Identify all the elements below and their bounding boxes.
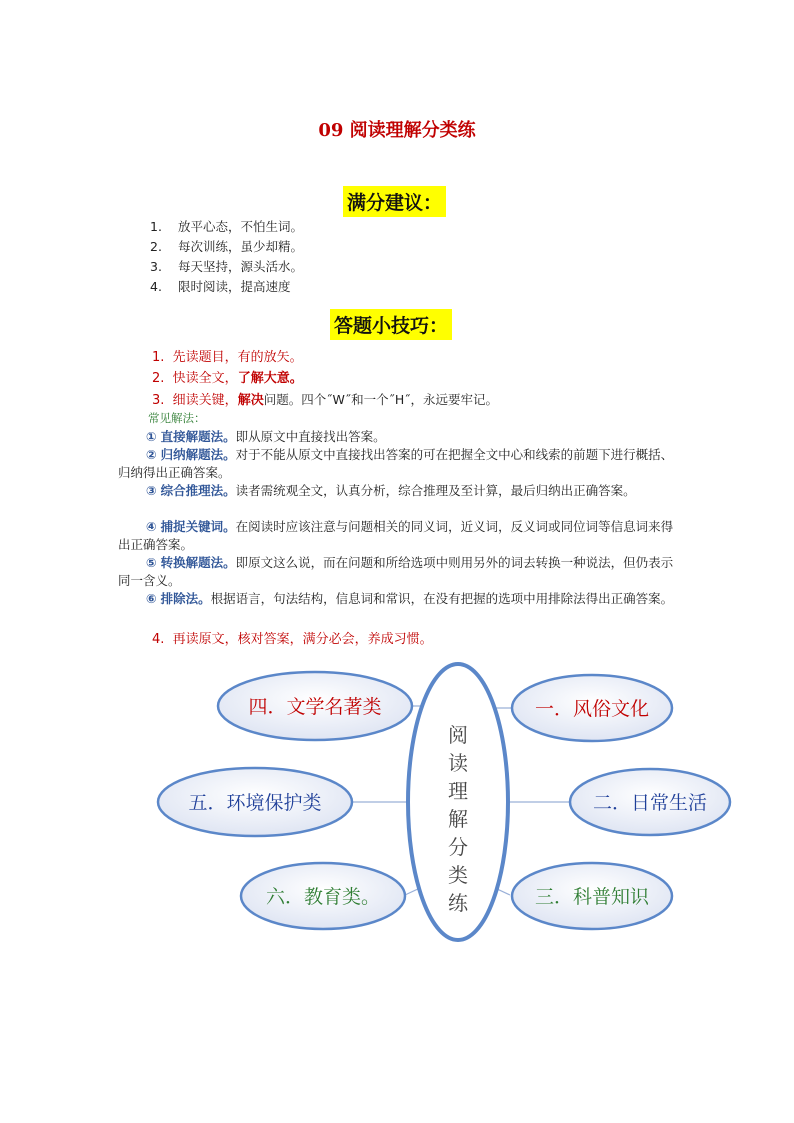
heading-tips: 答题小技巧： <box>330 309 452 340</box>
center-char: 阅 <box>448 723 468 747</box>
advice-item: 1. 放平心态，不怕生词。 <box>150 219 304 234</box>
common-methods-label: 常见解法： <box>148 411 206 425</box>
method-5: ⑤ 转换解题法。即原文这么说，而在问题和所给选项中则用另外的词去转换一种说法，但仍表示同一含义。 <box>118 555 674 588</box>
node-4-label: 四．文学名著类 <box>248 696 382 718</box>
node-6-label: 六．教育类。 <box>265 886 381 908</box>
method-3: ③ 综合推理法。读者需统观全文，认真分析，综合推理及至计算，最后归纳出正确答案。 <box>146 483 636 498</box>
strategy-3: 3. 细读关键，解决问题。四个˝W˝和一个˝H˝，永远要牢记。 <box>152 392 498 408</box>
node-3-label: 三．科普知识 <box>534 886 650 908</box>
node-1-label: 一．风俗文化 <box>534 698 650 720</box>
method-2: ② 归纳解题法。对于不能从原文中直接找出答案的可在把握全文中心和线索的前题下进行概括、归纳得出正确答案。 <box>118 447 674 480</box>
method-4: ④ 捕捉关键词。在阅读时应该注意与问题相关的同义词，近义词，反义词或同位词等信息词来得出正确答案。 <box>118 519 674 552</box>
node-5-label: 五．环境保护类 <box>188 792 322 814</box>
node-2-label: 二．日常生活 <box>592 792 708 814</box>
center-char: 练 <box>448 891 468 915</box>
method-6: ⑥ 排除法。根据语言，句法结构，信息词和常识，在没有把握的选项中用排除法得出正确答案。 <box>146 591 674 606</box>
advice-item: 2. 每次训练，虽少却精。 <box>150 239 304 254</box>
mindmap-center-text <box>448 723 469 915</box>
center-char: 读 <box>448 751 468 775</box>
center-char: 理 <box>448 779 468 803</box>
advice-item: 3. 每天坚持，源头活水。 <box>150 259 304 274</box>
center-char: 解 <box>448 807 468 831</box>
page-title: 09 阅读理解分类练 <box>318 120 476 141</box>
center-char: 类 <box>448 863 468 887</box>
strategy-2: 2. 快读全文，了解大意。 <box>152 371 303 386</box>
strategy-1: 1. 先读题目，有的放矢。 <box>152 350 303 365</box>
strategy-4: 4. 再读原文，核对答案，满分必会，养成习惯。 <box>152 632 433 647</box>
heading-advice: 满分建议： <box>343 186 446 217</box>
advice-item: 4. 限时阅读，提高速度 <box>150 279 291 294</box>
center-char: 分 <box>448 835 468 859</box>
method-1: ① 直接解题法。即从原文中直接找出答案。 <box>146 429 386 444</box>
